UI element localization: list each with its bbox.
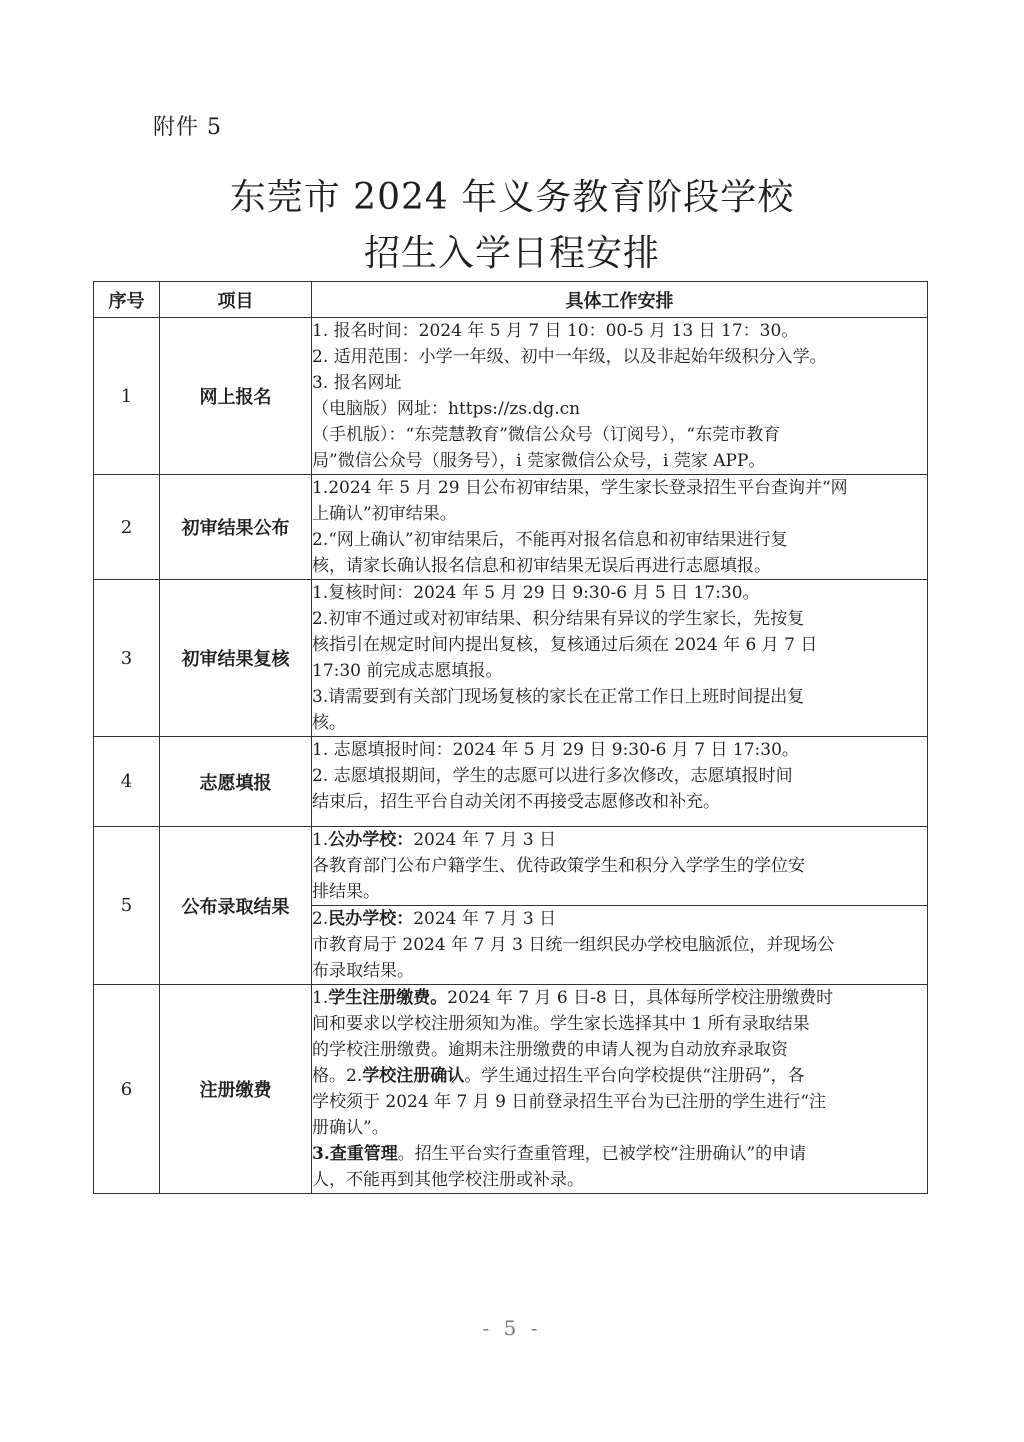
row-item: 网上报名 — [160, 318, 312, 475]
row-item: 初审结果复核 — [160, 580, 312, 737]
detail-line — [312, 985, 927, 1011]
detail-line: 市教育局于 2024 年 7 月 3 日统一组织民办学校电脑派位，并现场公 — [312, 935, 835, 955]
detail-text: 2024 年 7 月 6 日-8 日，具体每所学校注册缴费时 — [447, 988, 834, 1008]
detail-text: 。学生通过招生平台向学校提供“注册码”，各 — [464, 1066, 805, 1086]
table-row — [94, 827, 928, 906]
detail-line: 人，不能再到其他学校注册或补录。 — [312, 1170, 584, 1190]
table-header-row — [94, 282, 928, 318]
row-number: 1 — [94, 318, 160, 475]
detail-line: 排结果。 — [312, 882, 380, 902]
page-number: - 5 - — [482, 1316, 542, 1340]
detail-line: （手机版）：“东莞慧教育”微信公众号（订阅号），“东莞市教育 — [312, 425, 781, 445]
document-title-line-1: 东莞市 2024 年义务教育阶段学校 — [229, 177, 795, 218]
row-detail-private-school — [312, 906, 928, 985]
row-number: 3 — [94, 580, 160, 737]
detail-line: 册确认”。 — [312, 1118, 389, 1138]
detail-line: 学校须于 2024 年 7 月 9 日前登录招生平台为已注册的学生进行“注 — [312, 1092, 827, 1112]
bold-heading: 学生注册缴费。 — [328, 988, 448, 1008]
detail-line: 布录取结果。 — [312, 961, 414, 981]
row-detail — [312, 318, 928, 475]
detail-line: 3. 报名网址 — [312, 373, 402, 393]
detail-line: 局”微信公众号（服务号），i 莞家微信公众号，i 莞家 APP。 — [312, 451, 766, 471]
row-number: 4 — [94, 737, 160, 827]
detail-line: 3.请需要到有关部门现场复核的家长在正常工作日上班时间提出复 — [312, 687, 805, 707]
row-item: 初审结果公布 — [160, 475, 312, 580]
table-row — [94, 580, 928, 737]
table-row — [94, 475, 928, 580]
detail-text: 。招生平台实行查重管理，已被学校“注册确认”的申请 — [397, 1144, 807, 1164]
row-detail — [312, 475, 928, 580]
detail-line: 1. 志愿填报时间：2024 年 5 月 29 日 9:30-6 月 7 日 17:30。 — [312, 740, 799, 760]
detail-line — [312, 1141, 927, 1167]
detail-line: 各教育部门公布户籍学生、优待政策学生和积分入学学生的学位安 — [312, 856, 805, 876]
table-row — [94, 737, 928, 827]
detail-line: 17:30 前完成志愿填报。 — [312, 661, 503, 681]
row-item: 注册缴费 — [160, 985, 312, 1194]
detail-line: 2. 志愿填报期间，学生的志愿可以进行多次修改，志愿填报时间 — [312, 766, 793, 786]
detail-line: 2.“网上确认”初审结果后，不能再对报名信息和初审结果进行复 — [312, 530, 788, 550]
row-detail — [312, 580, 928, 737]
row-item: 志愿填报 — [160, 737, 312, 827]
detail-line: 2.初审不通过或对初审结果、积分结果有异议的学生家长，先按复 — [312, 609, 805, 629]
detail-line: 的学校注册缴费。逾期未注册缴费的申请人视为自动放弃录取资 — [312, 1040, 788, 1060]
detail-line: 间和要求以学校注册须知为准。学生家长选择其中 1 所有录取结果 — [312, 1014, 810, 1034]
list-number: 1. — [312, 830, 329, 850]
row-detail-public-school — [312, 827, 928, 906]
table-row — [94, 318, 928, 475]
list-number: 2. — [312, 909, 329, 929]
detail-line — [312, 906, 927, 932]
detail-line: 2. 适用范围：小学一年级、初中一年级，以及非起始年级积分入学。 — [312, 347, 827, 367]
detail-line: 核，请家长确认报名信息和初审结果无误后再进行志愿填报。 — [312, 556, 771, 576]
bold-heading: 3.查重管理 — [312, 1144, 398, 1164]
document-title-line-2: 招生入学日程安排 — [363, 233, 660, 274]
list-number: 1. — [312, 988, 329, 1008]
schedule-table — [93, 281, 928, 1194]
detail-line: 1.2024 年 5 月 29 日公布初审结果，学生家长登录招生平台查询并“网 — [312, 478, 848, 498]
bold-heading: 公办学校： — [328, 830, 414, 850]
admission-date: 2024 年 7 月 3 日 — [413, 830, 557, 850]
detail-line: 1.复核时间：2024 年 5 月 29 日 9:30-6 月 5 日 17:30。 — [312, 583, 760, 603]
list-number: 2. — [346, 1066, 363, 1086]
row-item: 公布录取结果 — [160, 827, 312, 985]
bold-heading: 学校注册确认 — [362, 1066, 465, 1086]
detail-line: 1. 报名时间：2024 年 5 月 7 日 10：00-5 月 13 日 17：30。 — [312, 321, 799, 341]
detail-line: 核指引在规定时间内提出复核，复核通过后须在 2024 年 6 月 7 日 — [312, 635, 818, 655]
row-number: 6 — [94, 985, 160, 1194]
row-number: 2 — [94, 475, 160, 580]
detail-line: 核。 — [312, 713, 346, 733]
row-detail — [312, 737, 928, 827]
header-detail: 具体工作安排 — [312, 282, 928, 318]
attachment-label: 附件 5 — [153, 115, 222, 140]
detail-line: 上确认”初审结果。 — [312, 504, 457, 524]
detail-line: （电脑版）网址：https://zs.dg.cn — [312, 399, 581, 419]
detail-text: 格。 — [312, 1066, 346, 1086]
detail-line — [312, 1063, 927, 1089]
detail-line — [312, 827, 927, 853]
table-row — [94, 985, 928, 1194]
admission-date: 2024 年 7 月 3 日 — [413, 909, 557, 929]
header-number: 序号 — [94, 282, 160, 318]
detail-line: 结束后，招生平台自动关闭不再接受志愿修改和补充。 — [312, 792, 720, 812]
header-item: 项目 — [160, 282, 312, 318]
row-number: 5 — [94, 827, 160, 985]
row-detail — [312, 985, 928, 1194]
bold-heading: 民办学校： — [328, 909, 414, 929]
